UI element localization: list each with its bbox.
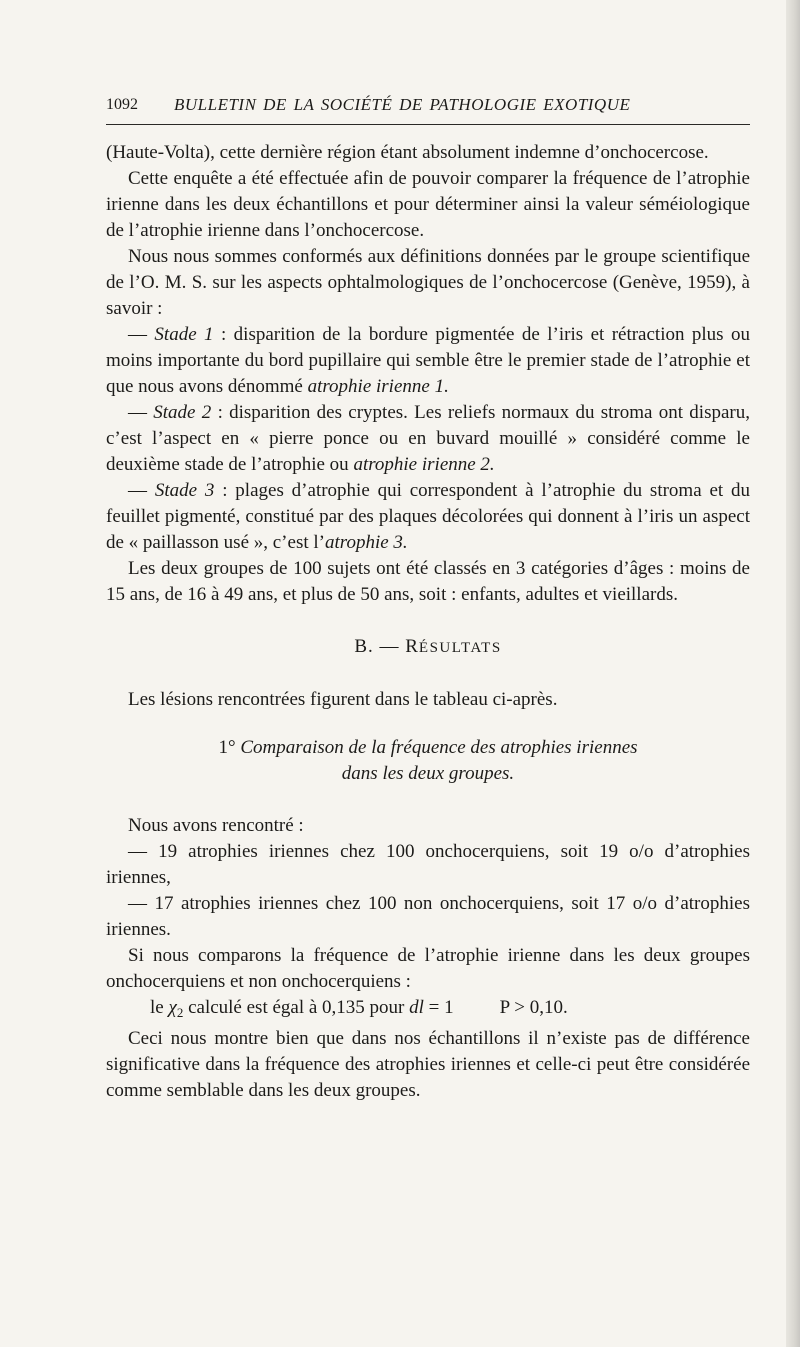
article-body xyxy=(106,140,750,1104)
formula-equals: = 1 xyxy=(423,997,454,1018)
stage-3-label: Stade 3 xyxy=(154,480,215,501)
result-item-onchocerciens: — 19 atrophies iriennes chez 100 onchocerquiens, soit 19 o/o d’atrophies iriennes, xyxy=(106,841,750,888)
paragraph-compare: Si nous comparons la fréquence de l’atrophie irienne dans les deux groupes onchocerquiens et non onchocerquiens : xyxy=(106,945,750,992)
result-item-non-onchocerciens: — 17 atrophies iriennes chez 100 non onchocerquiens, soit 17 o/o d’atrophies iriennes. xyxy=(106,893,750,940)
stage-1-term: atrophie irienne 1. xyxy=(307,376,449,397)
paragraph-found: Nous avons rencontré : xyxy=(128,815,304,836)
running-title: BULLETIN DE LA SOCIÉTÉ DE PATHOLOGIE EXOTIQUE xyxy=(174,95,631,114)
dash: — xyxy=(128,480,155,501)
section-heading-results xyxy=(106,634,750,661)
chi-symbol: χ xyxy=(168,997,177,1018)
page-edge-shadow xyxy=(786,0,800,1347)
dash: — xyxy=(128,324,155,345)
stage-1-definition xyxy=(106,322,750,400)
formula-le: le xyxy=(150,997,169,1018)
stage-1-label: Stade 1 xyxy=(154,324,214,345)
stage-3-definition xyxy=(106,478,750,556)
paragraph-age-groups: Les deux groupes de 100 sujets ont été classés en 3 catégories d’âges : moins de 15 ans, de 16 à 49 ans, et plus de 50 ans, soit : enfants, adultes et vieillards. xyxy=(106,558,750,605)
heading-prefix: B. — R xyxy=(354,636,419,657)
heading-smallcaps: ÉSULTATS xyxy=(418,640,502,656)
results-intro: Les lésions rencontrées figurent dans le tableau ci-après. xyxy=(128,689,558,710)
stage-2-definition xyxy=(106,400,750,478)
stage-3-term: atrophie 3. xyxy=(324,532,408,553)
chi-square-formula xyxy=(106,995,750,1026)
dash: — xyxy=(128,402,154,423)
subheading-line-2: dans les deux groupes. xyxy=(341,763,515,784)
subheading-comparison xyxy=(106,735,750,787)
page-number: 1092 xyxy=(106,96,138,113)
paragraph-purpose: Cette enquête a été effectuée afin de pouvoir comparer la fréquence de l’atrophie irienne dans les deux échantillons et pour déterminer ainsi la valeur séméiologique de l’atrophie irienne dans l’onchocercose. xyxy=(106,168,750,241)
formula-dl: dl xyxy=(409,997,424,1018)
stage-3-text: : plages d’atrophie qui correspondent à l’atrophie du stroma et du feuillet pigmenté, constitué par des plaques décolorées qui donnent à l’iris un aspect de « paillasson usé », c’est l’ xyxy=(106,480,750,553)
stage-2-text: : disparition des cryptes. Les reliefs normaux du stroma ont disparu, c’est l’aspect en « pierre ponce ou en buvard mouillé » considéré comme le deuxième stade de l’atrophie ou xyxy=(106,402,750,475)
formula-text: calculé est égal à 0,135 pour xyxy=(183,997,410,1018)
header-rule xyxy=(106,124,750,125)
paragraph-continuation: (Haute-Volta), cette dernière région étant absolument indemne d’onchocercose. xyxy=(106,142,709,163)
chi-subscript: 2 xyxy=(176,1005,184,1020)
running-header xyxy=(106,92,750,116)
subheading-line-1: Comparaison de la fréquence des atrophies iriennes xyxy=(240,737,638,758)
stage-1-text: : disparition de la bordure pigmentée de l’iris et rétraction plus ou moins importante du bord pupillaire qui semble être le premier stade de l’atrophie et que nous avons dénommé xyxy=(106,324,750,397)
subheading-number: 1° xyxy=(218,737,241,758)
paragraph-definitions: Nous nous sommes conformés aux définitions données par le groupe scientifique de l’O. M. S. sur les aspects ophtalmologiques de l’onchocercose (Genève, 1959), à savoir : xyxy=(106,246,750,319)
stage-2-term: atrophie irienne 2. xyxy=(353,454,495,475)
formula-p-value: P > 0,10. xyxy=(499,997,568,1018)
stage-2-label: Stade 2 xyxy=(153,402,212,423)
paragraph-conclusion: Ceci nous montre bien que dans nos échantillons il n’existe pas de différence significative dans la fréquence des atrophies iriennes et celle-ci peut être considérée comme semblable dans les deux groupes. xyxy=(106,1028,750,1101)
